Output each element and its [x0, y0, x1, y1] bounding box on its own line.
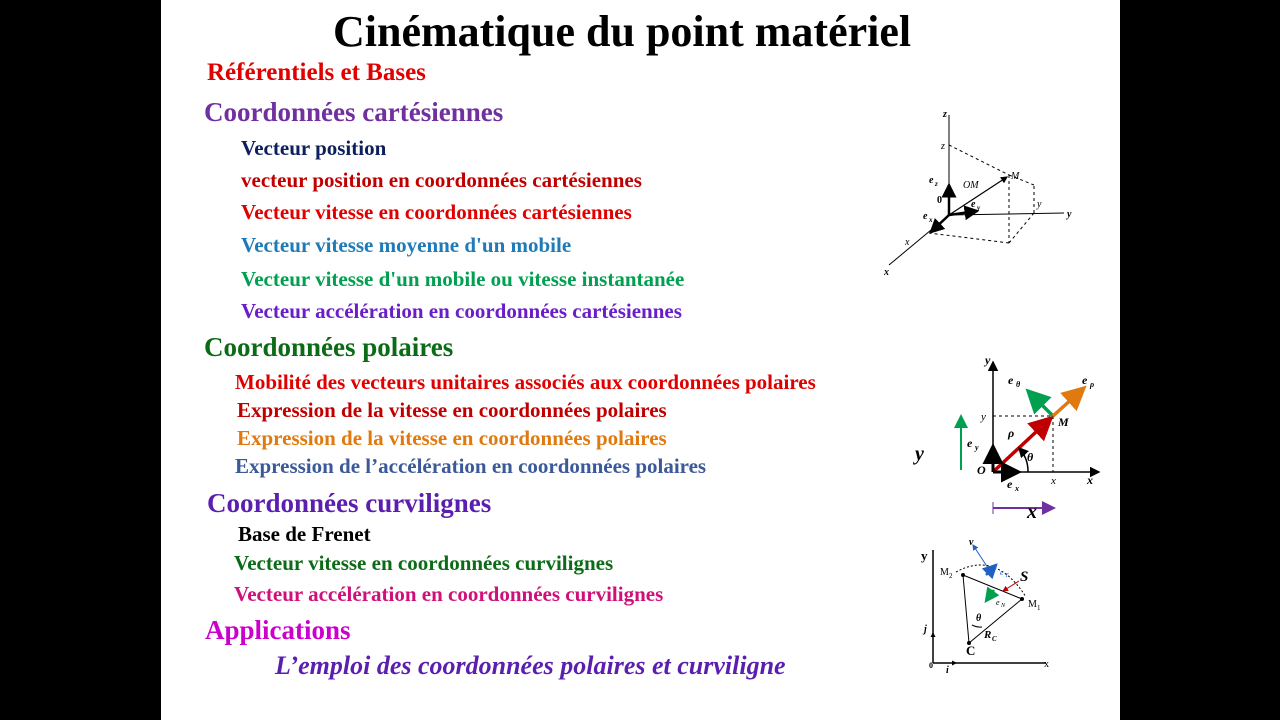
- polar-y-axis: y: [985, 353, 991, 367]
- cart-x-label: x: [884, 267, 889, 278]
- polar-vec-x: x: [1027, 501, 1037, 523]
- curv-M2-sub: 2: [949, 572, 953, 580]
- cart-M: M: [1011, 171, 1020, 182]
- heading-referentiels: Référentiels et Bases: [207, 59, 426, 86]
- curvilinear-diagram: [916, 535, 1076, 675]
- polar-e-x: e: [1007, 477, 1013, 491]
- applications-note: L’emploi des coordonnées polaires et curviligne: [275, 651, 786, 680]
- cart-ez-sub: z: [935, 180, 938, 188]
- cart-OM: OM: [963, 180, 979, 191]
- item-cart-5: Vecteur vitesse d'un mobile ou vitesse instantanée: [241, 267, 685, 291]
- curv-M1: M: [1028, 599, 1037, 610]
- curv-zero: 0: [929, 661, 933, 670]
- curv-j: j: [924, 624, 927, 635]
- curv-y: y: [921, 548, 928, 563]
- curv-S: S: [1020, 569, 1029, 585]
- curv-M2: M: [940, 567, 949, 578]
- slide: [161, 0, 1120, 720]
- curv-eT: e: [1000, 568, 1004, 577]
- heading-cartesiennes: Coordonnées cartésiennes: [204, 97, 504, 127]
- polar-e-theta: e: [1008, 373, 1014, 387]
- cart-x-tick: x: [905, 237, 910, 248]
- polar-x-tick: x: [1051, 475, 1056, 487]
- slide-title: Cinématique du point matériel: [333, 7, 912, 56]
- polar-e-rho: e: [1082, 373, 1088, 387]
- polar-O: O: [977, 463, 986, 477]
- cart-y-tick: y: [1037, 199, 1042, 210]
- cart-ey-sub: y: [977, 204, 981, 212]
- curv-C: C: [966, 643, 976, 658]
- polar-e-y: e: [967, 436, 973, 450]
- polar-theta: θ: [1027, 450, 1034, 464]
- item-pol-3: Expression de la vitesse en coordonnées polaires: [237, 426, 667, 450]
- polar-rho: ρ: [1008, 426, 1015, 440]
- curv-Rc: R: [984, 629, 992, 641]
- cart-ex: e: [923, 211, 928, 222]
- heading-curvilignes: Coordonnées curvilignes: [207, 488, 492, 518]
- cart-z-label: z: [943, 109, 947, 120]
- cart-y-label: y: [1067, 209, 1072, 220]
- heading-polaires: Coordonnées polaires: [204, 332, 454, 362]
- cart-ez: e: [929, 175, 934, 186]
- curv-v: v: [969, 537, 974, 548]
- heading-applications: Applications: [205, 615, 351, 645]
- curv-eN-sub: N: [1001, 603, 1006, 609]
- curv-x: x: [1044, 659, 1049, 670]
- curv-eT-sub: T: [1005, 573, 1009, 579]
- polar-y-tick: y: [981, 411, 986, 423]
- item-cart-3: Vecteur vitesse en coordonnées cartésiennes: [241, 200, 632, 224]
- polar-e-theta-sub: θ: [1016, 380, 1021, 389]
- polar-vec-y: y: [915, 443, 924, 465]
- polar-x-axis: x: [1087, 473, 1093, 487]
- polar-e-y-sub: y: [975, 443, 979, 452]
- curv-theta: θ: [976, 613, 982, 624]
- item-cart-6: Vecteur accélération en coordonnées cartésiennes: [241, 299, 682, 323]
- item-curv-2: Vecteur vitesse en coordonnées curvilignes: [234, 551, 614, 575]
- cart-origin: 0: [937, 195, 942, 206]
- cart-ey: e: [971, 199, 976, 210]
- curv-Rc-sub: C: [992, 635, 997, 643]
- curv-eN: e: [996, 598, 1000, 607]
- polar-M: M: [1058, 415, 1069, 429]
- cart-z-tick: z: [941, 141, 945, 152]
- curv-i: i: [946, 665, 949, 676]
- polar-e-x-sub: x: [1015, 484, 1019, 493]
- item-curv-3: Vecteur accélération en coordonnées curvilignes: [234, 582, 664, 606]
- item-pol-1: Mobilité des vecteurs unitaires associés aux coordonnées polaires: [235, 370, 816, 394]
- item-pol-2: Expression de la vitesse en coordonnées polaires: [237, 398, 667, 422]
- item-pol-4: Expression de l’accélération en coordonnées polaires: [235, 454, 707, 478]
- polar-diagram: [901, 350, 1120, 530]
- polar-e-rho-sub: ρ: [1090, 380, 1095, 389]
- item-cart-2: vecteur position en coordonnées cartésiennes: [241, 168, 642, 192]
- cart-ex-sub: x: [929, 216, 933, 224]
- cartesian-diagram: [879, 105, 1079, 280]
- item-curv-1: Base de Frenet: [238, 522, 371, 546]
- item-cart-1: Vecteur position: [241, 136, 387, 160]
- curv-M1-sub: 1: [1037, 604, 1041, 612]
- item-cart-4: Vecteur vitesse moyenne d'un mobile: [241, 233, 572, 257]
